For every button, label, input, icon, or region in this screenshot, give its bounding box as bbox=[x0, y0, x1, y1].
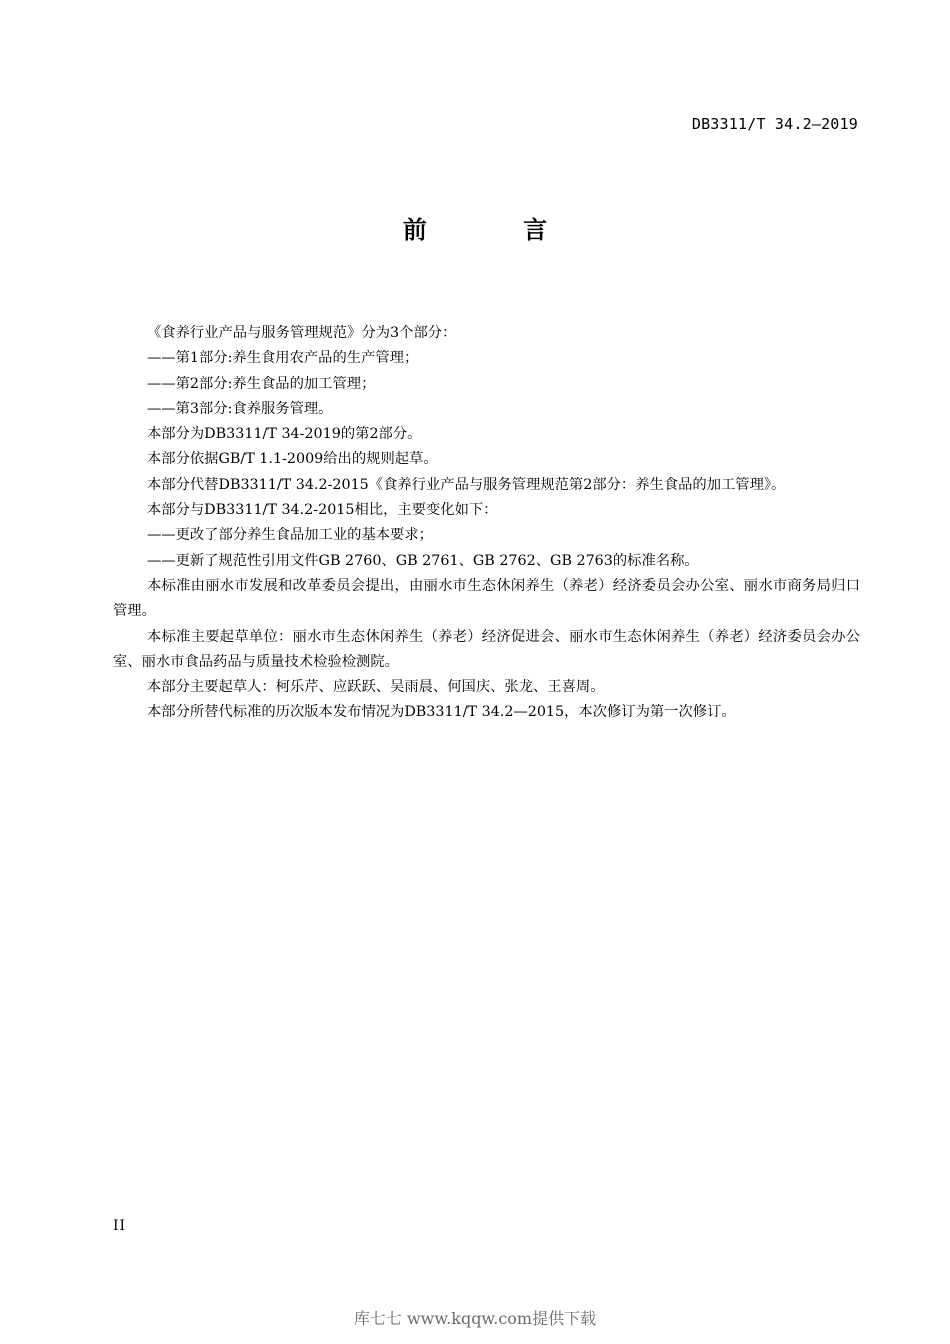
paragraph: ——第2部分:养生食品的加工管理； bbox=[147, 375, 376, 392]
paragraph: ——第3部分:食养服务管理。 bbox=[147, 400, 333, 417]
paragraph: 本部分主要起草人：柯乐芹、应跃跃、吴雨晨、何国庆、张龙、王喜周。 bbox=[147, 679, 605, 696]
paragraph: 《食养行业产品与服务管理规范》分为3个部分： bbox=[147, 325, 457, 341]
paragraph: 本部分依据GB/T 1.1-2009给出的规则起草。 bbox=[147, 451, 438, 468]
paragraph: 本标准由丽水市发展和改革委员会提出，由丽水市生态休闲养生（养老）经济委员会办公室、丽水市商务局归口管理。 bbox=[113, 577, 860, 620]
paragraph: 本部分所替代标准的历次版本发布情况为DB3311/T 34.2—2015，本次修订为第一次修订。 bbox=[147, 704, 736, 721]
paragraph: ——第1部分:养生食用农产品的生产管理； bbox=[147, 350, 419, 367]
paragraph: ——更改了部分养生食品加工业的基本要求； bbox=[147, 527, 433, 544]
paragraph: 本部分为DB3311/T 34-2019的第2部分。 bbox=[147, 426, 422, 443]
foreword-body bbox=[113, 321, 860, 726]
paragraph: 本部分代替DB3311/T 34.2-2015《食养行业产品与服务管理规范第2部分：养生食品的加工管理》。 bbox=[147, 476, 786, 493]
page-number: II bbox=[113, 1218, 127, 1234]
paragraph: 本部分与DB3311/T 34.2-2015相比，主要变化如下： bbox=[147, 502, 498, 519]
download-watermark: 库七七 www.kqqw.com提供下载 bbox=[353, 1309, 597, 1328]
paragraph: ——更新了规范性引用文件GB 2760、GB 2761、GB 2762、GB 2763的标准名称。 bbox=[147, 552, 699, 569]
page-title: 前 言 bbox=[402, 216, 592, 244]
paragraph: 本标准主要起草单位：丽水市生态休闲养生（养老）经济促进会、丽水市生态休闲养生（养老）经济委员会办公室、丽水市食品药品与质量技术检验检测院。 bbox=[113, 628, 860, 670]
document-code: DB3311/T 34.2—2019 bbox=[691, 115, 858, 133]
